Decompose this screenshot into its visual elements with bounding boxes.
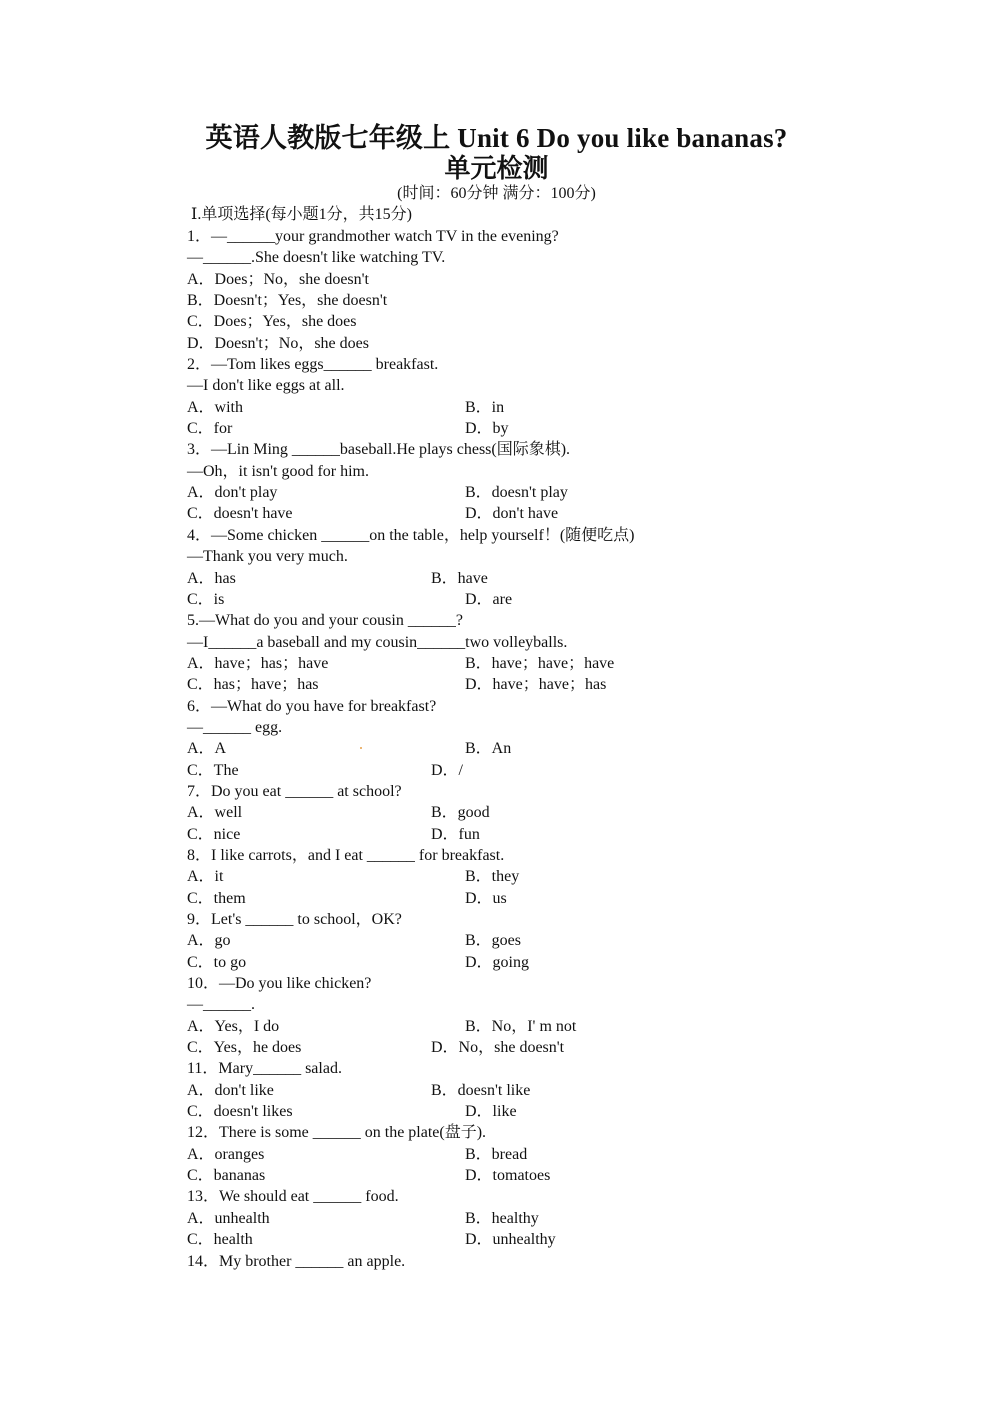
option-left: C．The: [187, 761, 239, 779]
question-line: D．Doesn't；No，she does: [187, 334, 369, 352]
option-right: B．they: [465, 868, 520, 886]
option-row: [187, 866, 827, 887]
option-right: B．No，I' m not: [465, 1017, 577, 1035]
option-right: B．have: [431, 569, 488, 587]
option-row: [187, 397, 827, 418]
option-left: C．for: [187, 420, 233, 438]
option-left: C．doesn't have: [187, 505, 293, 523]
option-right: B．bread: [465, 1145, 528, 1163]
option-right: D．No，she doesn't: [431, 1039, 565, 1057]
option-left: C．nice: [187, 825, 241, 843]
option-left: A．well: [187, 804, 243, 822]
section-heading: Ⅰ.单项选择(每小题1分，共15分): [191, 206, 412, 223]
question-line: 9．Let's ______ to school，OK?: [187, 911, 402, 928]
option-right: B．healthy: [465, 1209, 539, 1227]
question-line: 4．—Some chicken ______on the table，help yourself！(随便吃点): [187, 526, 635, 544]
question-line: 6．—What do you have for breakfast?: [187, 697, 437, 715]
option-row: [187, 1144, 827, 1165]
option-row: [187, 674, 827, 695]
option-right: D．like: [465, 1103, 517, 1121]
option-row: [187, 1101, 827, 1122]
question-line: 14．My brother ______ an apple.: [187, 1252, 406, 1270]
option-row: [187, 1080, 827, 1101]
option-row: [187, 930, 827, 951]
option-left: C．health: [187, 1231, 253, 1249]
option-left: C．doesn't likes: [187, 1103, 293, 1121]
question-line: —Oh，it isn't good for him.: [187, 462, 369, 480]
option-right: B．have；have；have: [465, 654, 615, 672]
question-line: 5.—What do you and your cousin ______?: [187, 612, 463, 630]
question-line: 8．I like carrots，and I eat ______ for breakfast.: [187, 846, 505, 864]
option-right: B．in: [465, 398, 505, 416]
option-left: A．don't play: [187, 484, 278, 502]
question-line: B．Doesn't；Yes，she doesn't: [187, 292, 388, 310]
option-row: [187, 653, 827, 674]
option-left: A．unhealth: [187, 1209, 270, 1227]
option-right: D．going: [465, 953, 530, 971]
question-line: 13．We should eat ______ food.: [187, 1188, 399, 1206]
option-right: D．by: [465, 420, 509, 438]
time-score-info: (时间：60分钟 满分：100分): [397, 185, 596, 202]
question-line: —Thank you very much.: [187, 548, 348, 566]
option-left: A．go: [187, 932, 231, 950]
option-right: D．tomatoes: [465, 1167, 551, 1185]
option-right: D．unhealthy: [465, 1231, 556, 1249]
option-left: A．has: [187, 569, 236, 587]
option-left: A．have；has；have: [187, 654, 329, 672]
option-row: [187, 568, 827, 589]
question-line: 3．—Lin Ming ______baseball.He plays chess(国际象棋).: [187, 441, 571, 459]
question-line: 12．There is some ______ on the plate(盘子).: [187, 1124, 487, 1142]
question-line: —______ egg.: [187, 718, 283, 736]
question-line: C．Does；Yes，she does: [187, 313, 357, 331]
option-right: B．goes: [465, 932, 522, 950]
option-right: B．doesn't like: [431, 1081, 531, 1099]
question-line: 2．—Tom likes eggs______ breakfast.: [187, 356, 439, 374]
question-list: [187, 226, 827, 1272]
option-left: C．is: [187, 590, 225, 608]
option-row: [187, 589, 827, 610]
option-row: [187, 760, 827, 781]
question-line: 7．Do you eat ______ at school?: [187, 782, 402, 800]
option-left: C．them: [187, 889, 246, 907]
question-line: 1．—______your grandmother watch TV in the evening?: [187, 228, 559, 245]
option-left: A．oranges: [187, 1145, 265, 1163]
option-row: [187, 1016, 827, 1037]
option-right: D．have；have；has: [465, 676, 607, 694]
option-right: B．doesn't play: [465, 484, 568, 502]
option-left: C．to go: [187, 953, 247, 971]
option-right: D．don't have: [465, 505, 559, 523]
option-row: [187, 952, 827, 973]
option-right: D．are: [465, 590, 513, 608]
question-line: —______.: [187, 996, 255, 1014]
option-right: D．/: [431, 761, 464, 779]
question-line: —I______a baseball and my cousin______two volleyballs.: [187, 633, 568, 651]
option-right: D．fun: [431, 825, 480, 843]
question-line: A．Does；No，she doesn't: [187, 270, 369, 288]
option-left: A．it: [187, 868, 224, 886]
option-row: [187, 738, 827, 759]
option-left: C．has；have；has: [187, 676, 319, 694]
option-row: [187, 1165, 827, 1186]
option-right: D．us: [465, 889, 507, 907]
option-row: [187, 802, 827, 823]
stray-mark: [360, 747, 362, 749]
question-line: —I don't like eggs at all.: [187, 377, 345, 395]
option-right: B．An: [465, 740, 512, 758]
document-subtitle: 单元检测: [444, 154, 549, 183]
option-row: [187, 1208, 827, 1229]
option-row: [187, 482, 827, 503]
option-row: [187, 1229, 827, 1250]
option-left: A．A: [187, 740, 227, 758]
option-row: [187, 824, 827, 845]
question-line: 11．Mary______ salad.: [187, 1060, 342, 1078]
option-left: C．Yes，he does: [187, 1039, 302, 1057]
option-row: [187, 418, 827, 439]
option-left: A．don't like: [187, 1081, 274, 1099]
option-right: B．good: [431, 804, 490, 822]
option-row: [187, 1037, 827, 1058]
document-title: 英语人教版七年级上 Unit 6 Do you like bananas?: [205, 123, 788, 153]
question-line: 10．—Do you like chicken?: [187, 975, 372, 993]
option-row: [187, 503, 827, 524]
option-left: A．Yes，I do: [187, 1017, 280, 1035]
question-line: —______.She doesn't like watching TV.: [187, 249, 446, 267]
option-left: C．bananas: [187, 1167, 266, 1185]
option-row: [187, 888, 827, 909]
option-left: A．with: [187, 398, 244, 416]
